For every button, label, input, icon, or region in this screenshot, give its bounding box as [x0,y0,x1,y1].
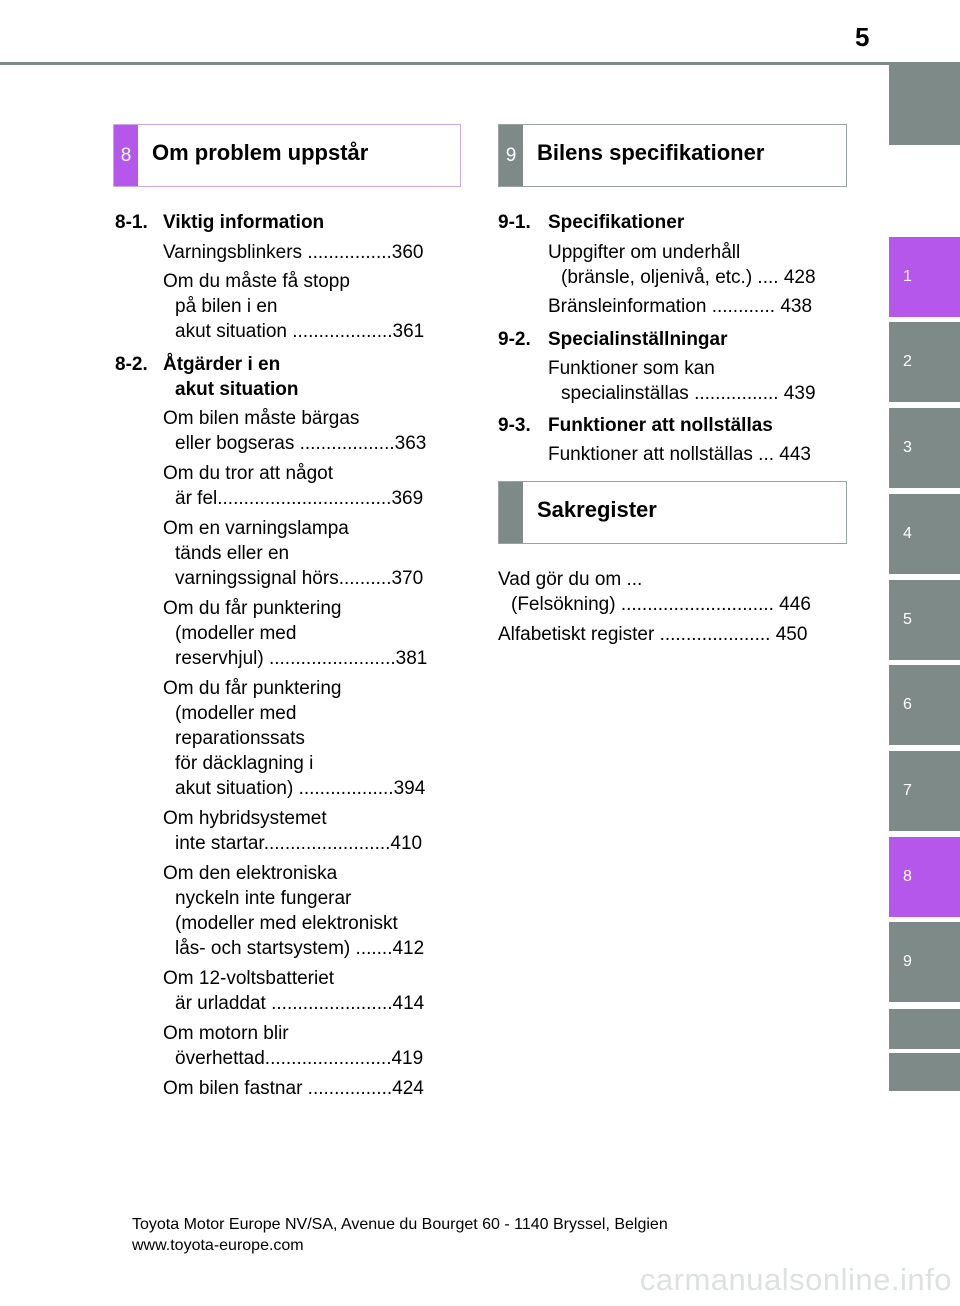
toc-entry-cont[interactable]: (modeller med elektroniskt [175,913,398,934]
toc-entry-cont[interactable]: akut situation) ..................394 [175,778,426,799]
side-tab-blank-1 [889,1009,960,1049]
watermark: carmanualsonline.info [639,1262,952,1297]
toc-subsection-number: 8-2. [115,354,148,375]
toc-entry[interactable]: Om motorn blir [163,1023,289,1044]
toc-entry-cont[interactable]: eller bogseras ..................363 [175,433,427,454]
side-tab-2[interactable]: 2 [889,322,960,402]
section-9-title: Bilens specifikationer [537,140,765,165]
toc-entry[interactable]: Varningsblinkers ................360 [163,242,424,263]
toc-entry-cont[interactable]: är urladdat .......................414 [175,993,425,1014]
toc-entry[interactable]: Om du måste få stopp [163,271,350,292]
section-8-title: Om problem uppstår [152,140,369,165]
toc-subsection-title[interactable]: Funktioner att nollställas [548,415,773,436]
page-number: 5 [855,22,870,52]
toc-entry-cont[interactable]: på bilen i en [175,296,278,317]
side-tab-3[interactable]: 3 [889,408,960,488]
side-tab-5[interactable]: 5 [889,580,960,660]
toc-entry[interactable]: Funktioner som kan [548,358,715,379]
side-tab-7[interactable]: 7 [889,751,960,831]
toc-entry[interactable]: Funktioner att nollställas ... 443 [548,444,811,465]
toc-entry-cont[interactable]: (bränsle, oljenivå, etc.) .... 428 [561,267,816,288]
index-title: Sakregister [537,497,657,522]
side-tab-blank-top [889,65,960,145]
toc-subsection-title[interactable]: Viktig information [163,212,325,233]
toc-entry[interactable]: Om du får punktering [163,678,342,699]
section-9-header [498,124,847,187]
toc-entry-cont[interactable]: (Felsökning) ............................. 446 [511,594,811,615]
toc-subsection-number: 8-1. [115,212,148,233]
index-marker [499,482,523,543]
toc-entry[interactable]: Om en varningslampa [163,518,349,539]
toc-entry[interactable]: Om den elektroniska [163,863,338,884]
side-tab-blank-2 [889,1053,960,1091]
toc-entry-cont[interactable]: specialinställas ................ 439 [561,383,816,404]
toc-entry-cont[interactable]: överhettad........................419 [175,1048,424,1069]
toc-entry-cont[interactable]: varningssignal hörs..........370 [175,568,424,589]
side-tab-6[interactable]: 6 [889,665,960,745]
toc-subsection-number: 9-2. [498,329,531,350]
toc-entry[interactable]: Vad gör du om ... [498,569,643,590]
toc-subsection-title[interactable]: Specialinställningar [548,329,728,350]
footer [132,1214,668,1256]
footer-address: Toyota Motor Europe NV/SA, Avenue du Bourget 60 - 1140 Bryssel, Belgien [132,1216,668,1233]
index-header [498,481,847,544]
section-8-header [113,124,461,187]
toc-entry-cont[interactable]: akut situation ...................361 [175,321,425,342]
toc-entry[interactable]: Uppgifter om underhåll [548,242,741,263]
toc-entry[interactable]: Om bilen fastnar ................424 [163,1078,424,1099]
top-rule [0,62,960,65]
side-tab-8[interactable]: 8 [889,837,960,917]
toc-entry-cont[interactable]: reparationssats [175,728,305,749]
toc-entry-cont[interactable]: inte startar........................410 [175,833,423,854]
toc-entry-cont[interactable]: lås- och startsystem) .......412 [175,938,425,959]
toc-entry-cont[interactable]: tänds eller en [175,543,290,564]
toc-entry[interactable]: Om du får punktering [163,598,342,619]
toc-subsection-title-cont[interactable]: akut situation [175,379,299,400]
toc-subsection-number: 9-3. [498,415,531,436]
toc-entry-cont[interactable]: (modeller med [175,703,297,724]
section-9-number: 9 [499,125,523,186]
toc-entry[interactable]: Om du tror att något [163,463,334,484]
toc-entry-cont[interactable]: (modeller med [175,623,297,644]
toc-subsection-title[interactable]: Specifikationer [548,212,685,233]
toc-entry[interactable]: Om hybridsystemet [163,808,327,829]
toc-entry[interactable]: Om bilen måste bärgas [163,408,360,429]
footer-url[interactable]: www.toyota-europe.com [132,1237,304,1254]
toc-entry-cont[interactable]: nyckeln inte fungerar [175,888,352,909]
toc-entry-cont[interactable]: för däcklagning i [175,753,314,774]
side-tab-9[interactable]: 9 [889,922,960,1002]
toc-subsection-title[interactable]: Åtgärder i en [163,354,281,375]
side-tab-1[interactable]: 1 [889,237,960,317]
toc-entry-cont[interactable]: är fel.................................369 [175,488,424,509]
toc-subsection-number: 9-1. [498,212,531,233]
side-tab-4[interactable]: 4 [889,494,960,574]
toc-entry[interactable]: Om 12-voltsbatteriet [163,968,335,989]
toc-entry[interactable]: Alfabetiskt register ..................... 450 [498,624,808,645]
toc-entry[interactable]: Bränsleinformation ............ 438 [548,296,813,317]
section-8-number: 8 [114,125,138,186]
toc-entry-cont[interactable]: reservhjul) ........................381 [175,648,428,669]
